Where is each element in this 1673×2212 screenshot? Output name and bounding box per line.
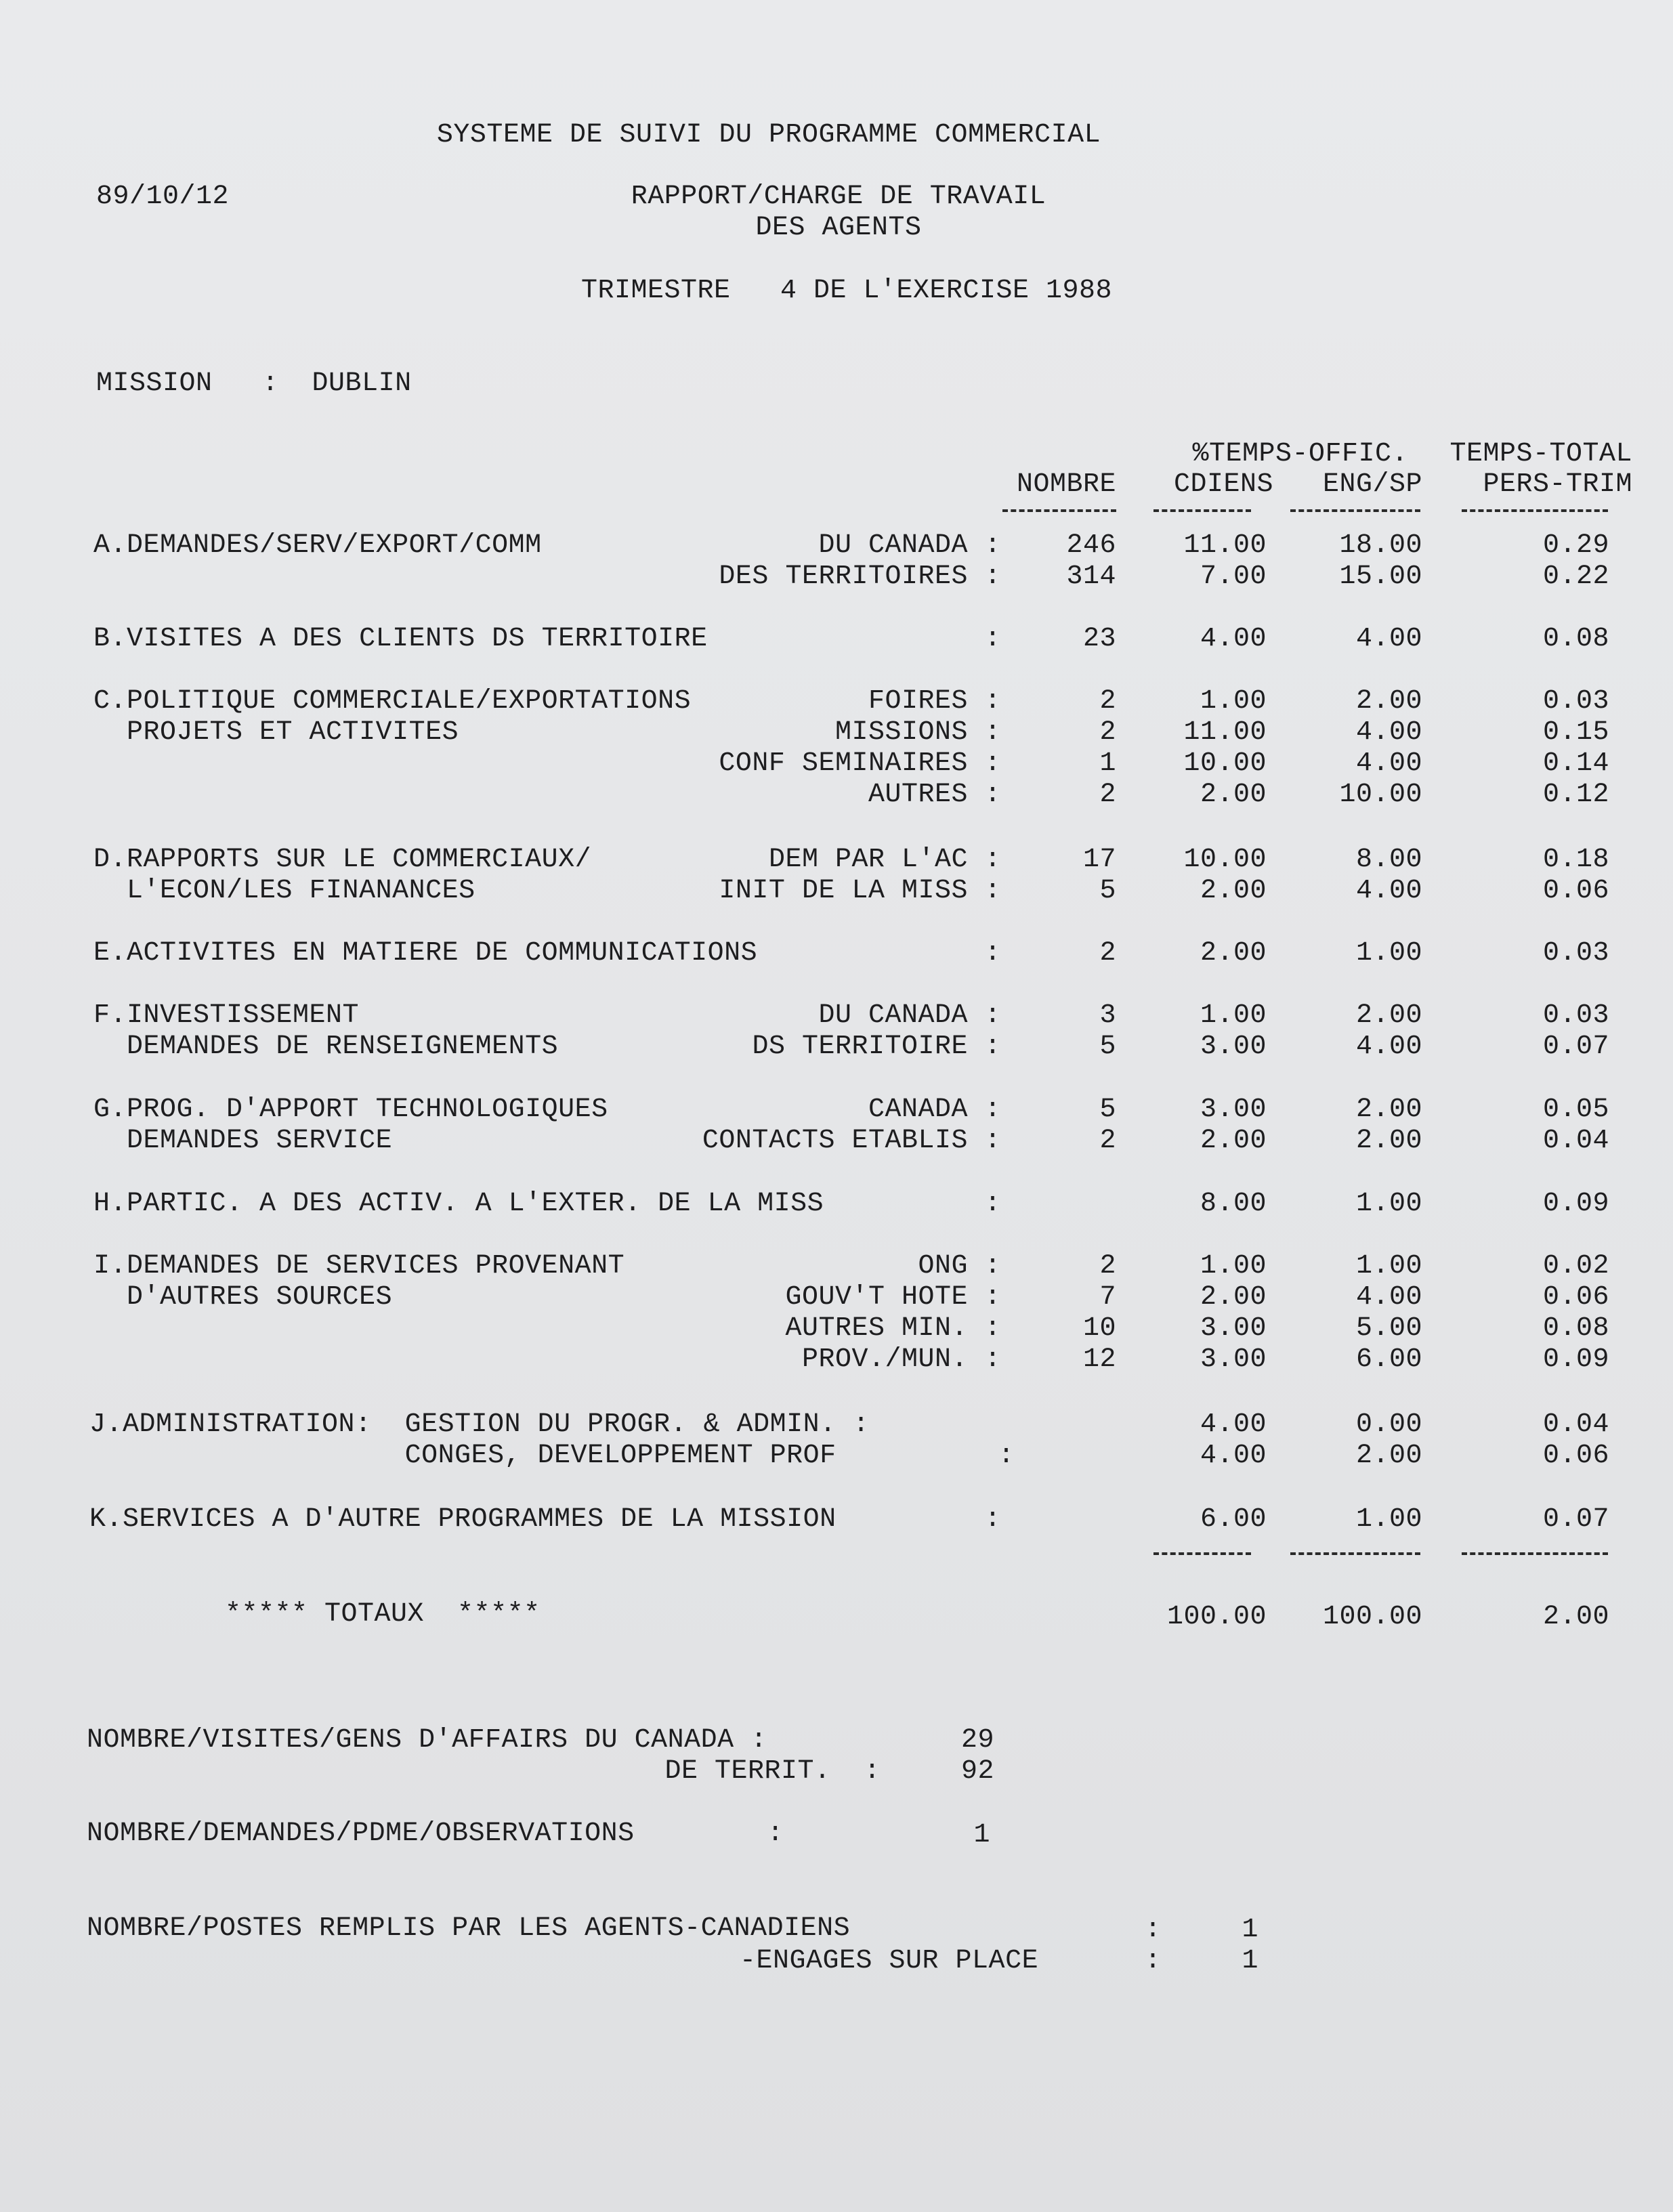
row-total: 0.05 <box>1542 1094 1609 1125</box>
row-nombre: 314 <box>1066 561 1116 592</box>
row-total: 0.08 <box>1542 1313 1609 1344</box>
row-total: 0.09 <box>1542 1344 1609 1375</box>
row-sublabel: GOUV'T HOTE : <box>785 1282 1001 1313</box>
row-label: C.POLITIQUE COMMERCIALE/EXPORTATIONS <box>93 686 692 717</box>
footer-demandes-label: NOMBRE/DEMANDES/PDME/OBSERVATIONS : <box>87 1818 784 1849</box>
row-nombre: 7 <box>1099 1282 1116 1313</box>
row-label: DEMANDES DE RENSEIGNEMENTS <box>93 1031 559 1062</box>
footer-engages-colon: : <box>1145 1946 1162 1976</box>
row-total: 0.02 <box>1542 1251 1609 1281</box>
totals-label: ***** TOTAUX ***** <box>225 1599 541 1630</box>
row-label: PROJETS ET ACTIVITES <box>93 717 459 748</box>
row-nombre: 5 <box>1099 1094 1116 1125</box>
row-engsp: 1.00 <box>1355 938 1422 969</box>
row-engsp: 2.00 <box>1355 1441 1422 1471</box>
row-cdiens: 3.00 <box>1200 1344 1267 1375</box>
row-engsp: 15.00 <box>1339 561 1422 592</box>
row-label: A.DEMANDES/SERV/EXPORT/COMM <box>93 530 542 561</box>
row-nombre: 17 <box>1082 845 1116 875</box>
row-sublabel: AUTRES : <box>868 780 1001 810</box>
row-engsp: 6.00 <box>1355 1344 1422 1375</box>
row-label: G.PROG. D'APPORT TECHNOLOGIQUES <box>93 1094 608 1125</box>
row-total: 0.03 <box>1542 1000 1609 1031</box>
row-sublabel: DS TERRITOIRE : <box>752 1031 1001 1062</box>
report-title-line-1: RAPPORT/CHARGE DE TRAVAIL <box>631 182 1046 212</box>
row-cdiens: 1.00 <box>1200 686 1267 717</box>
row-cdiens: 11.00 <box>1183 717 1267 748</box>
row-nombre: 2 <box>1099 717 1116 748</box>
row-engsp: 10.00 <box>1339 780 1422 810</box>
row-label: L'ECON/LES FINANANCES <box>93 876 475 906</box>
row-total: 0.03 <box>1542 938 1609 969</box>
row-engsp: 1.00 <box>1355 1251 1422 1281</box>
column-header-cdiens: CDIENS <box>1173 469 1273 500</box>
row-label: D.RAPPORTS SUR LE COMMERCIAUX/ <box>93 845 592 875</box>
column-header-temps-total: TEMPS-TOTAL <box>1449 439 1632 469</box>
totals-separator-engsp <box>1290 1552 1420 1555</box>
row-engsp: 4.00 <box>1355 748 1422 779</box>
column-header-pers-trim: PERS-TRIM <box>1483 469 1632 500</box>
row-label: I.DEMANDES DE SERVICES PROVENANT <box>93 1251 625 1281</box>
row-sublabel: DEM PAR L'AC : <box>768 845 1001 875</box>
row-cdiens: 2.00 <box>1200 876 1267 906</box>
row-total: 0.14 <box>1542 748 1609 779</box>
row-total: 0.07 <box>1542 1031 1609 1062</box>
row-cdiens: 2.00 <box>1200 938 1267 969</box>
row-total: 0.06 <box>1542 1441 1609 1471</box>
row-nombre: 1 <box>1099 748 1116 779</box>
report-title-line-2: DES AGENTS <box>755 213 922 243</box>
row-engsp: 8.00 <box>1355 845 1422 875</box>
row-total: 0.29 <box>1542 530 1609 561</box>
footer-visites-territ-label: DE TERRIT. : <box>664 1756 881 1787</box>
header-separator-cdiens <box>1153 509 1251 512</box>
column-header-nombre: NOMBRE <box>1016 469 1116 500</box>
row-engsp: 2.00 <box>1355 686 1422 717</box>
footer-visites-canada: 29 <box>960 1725 994 1756</box>
footer-engages: 1 <box>1242 1946 1258 1976</box>
row-total: 0.18 <box>1542 845 1609 875</box>
row-engsp: 2.00 <box>1355 1094 1422 1125</box>
row-engsp: 4.00 <box>1355 876 1422 906</box>
totals-separator-cdiens <box>1153 1552 1251 1555</box>
column-header-engsp: ENG/SP <box>1322 469 1422 500</box>
row-label: H.PARTIC. A DES ACTIV. A L'EXTER. DE LA MISS <box>93 1189 824 1219</box>
row-cdiens: 2.00 <box>1200 1126 1267 1156</box>
row-cdiens: 10.00 <box>1183 748 1267 779</box>
row-sublabel: : <box>984 1504 1001 1535</box>
row-sublabel: DES TERRITOIRES : <box>719 561 1001 592</box>
row-sublabel: ONG : <box>918 1251 1001 1281</box>
row-cdiens: 3.00 <box>1200 1031 1267 1062</box>
row-engsp: 4.00 <box>1355 1031 1422 1062</box>
row-nombre: 5 <box>1099 876 1116 906</box>
row-cdiens: 1.00 <box>1200 1251 1267 1281</box>
totals-separator-pers-trim <box>1462 1552 1608 1555</box>
row-sublabel: DU CANADA : <box>818 1000 1001 1031</box>
row-sublabel: DU CANADA : <box>818 530 1001 561</box>
row-label: DEMANDES SERVICE <box>93 1126 393 1156</box>
row-total: 0.07 <box>1542 1504 1609 1535</box>
row-engsp: 2.00 <box>1355 1000 1422 1031</box>
row-nombre: 2 <box>1099 686 1116 717</box>
mission-label: MISSION : DUBLIN <box>96 368 412 399</box>
row-engsp: 4.00 <box>1355 1282 1422 1313</box>
row-sublabel: INIT DE LA MISS : <box>719 876 1001 906</box>
row-cdiens: 4.00 <box>1200 1409 1267 1440</box>
row-cdiens: 2.00 <box>1200 780 1267 810</box>
footer-demandes: 1 <box>973 1820 990 1850</box>
row-nombre: 2 <box>1099 1126 1116 1156</box>
row-cdiens: 8.00 <box>1200 1189 1267 1219</box>
row-sublabel: FOIRES : <box>868 686 1001 717</box>
row-label: D'AUTRES SOURCES <box>93 1282 393 1313</box>
row-nombre: 10 <box>1082 1313 1116 1344</box>
row-sublabel: AUTRES MIN. : <box>785 1313 1001 1344</box>
row-nombre: 23 <box>1082 624 1116 654</box>
row-label: CONGES, DEVELOPPEMENT PROF <box>89 1441 836 1471</box>
row-total: 0.08 <box>1542 624 1609 654</box>
footer-postes-label: NOMBRE/POSTES REMPLIS PAR LES AGENTS-CANADIENS <box>87 1913 851 1944</box>
row-cdiens: 7.00 <box>1200 561 1267 592</box>
footer-postes-canadiens: 1 <box>1242 1915 1258 1945</box>
row-total: 0.03 <box>1542 686 1609 717</box>
row-engsp: 4.00 <box>1355 717 1422 748</box>
row-cdiens: 3.00 <box>1200 1313 1267 1344</box>
report-date: 89/10/12 <box>96 182 230 212</box>
header-separator-nombre <box>1002 509 1116 512</box>
row-sublabel: : <box>998 1441 1015 1471</box>
totals-cdiens: 100.00 <box>1166 1602 1267 1632</box>
header-separator-engsp <box>1290 509 1420 512</box>
row-total: 0.06 <box>1542 1282 1609 1313</box>
row-nombre: 246 <box>1066 530 1116 561</box>
row-sublabel: MISSIONS : <box>834 717 1001 748</box>
row-total: 0.06 <box>1542 876 1609 906</box>
row-total: 0.09 <box>1542 1189 1609 1219</box>
row-label: E.ACTIVITES EN MATIERE DE COMMUNICATIONS <box>93 938 758 969</box>
row-engsp: 4.00 <box>1355 624 1422 654</box>
row-total: 0.15 <box>1542 717 1609 748</box>
row-sublabel: : <box>984 938 1001 969</box>
row-label: J.ADMINISTRATION: GESTION DU PROGR. & ADMIN. : <box>89 1409 870 1440</box>
row-engsp: 5.00 <box>1355 1313 1422 1344</box>
row-cdiens: 3.00 <box>1200 1094 1267 1125</box>
row-nombre: 2 <box>1099 1251 1116 1281</box>
row-sublabel: CANADA : <box>868 1094 1001 1125</box>
row-cdiens: 4.00 <box>1200 624 1267 654</box>
row-total: 0.12 <box>1542 780 1609 810</box>
totals-pers-trim: 2.00 <box>1542 1602 1609 1632</box>
row-cdiens: 1.00 <box>1200 1000 1267 1031</box>
row-sublabel: : <box>984 1189 1001 1219</box>
column-header-temps-offic: %TEMPS-OFFIC. <box>1192 439 1408 469</box>
row-nombre: 3 <box>1099 1000 1116 1031</box>
row-cdiens: 2.00 <box>1200 1282 1267 1313</box>
header-separator-pers-trim <box>1462 509 1608 512</box>
row-engsp: 1.00 <box>1355 1504 1422 1535</box>
row-sublabel: CONF SEMINAIRES : <box>719 748 1001 779</box>
footer-engages-label: -ENGAGES SUR PLACE <box>740 1946 1039 1976</box>
footer-postes-colon: : <box>1145 1915 1162 1945</box>
system-title: SYSTEME DE SUIVI DU PROGRAMME COMMERCIAL <box>436 120 1101 150</box>
row-cdiens: 11.00 <box>1183 530 1267 561</box>
row-total: 0.04 <box>1542 1409 1609 1440</box>
row-sublabel: PROV./MUN. : <box>801 1344 1001 1375</box>
row-cdiens: 10.00 <box>1183 845 1267 875</box>
row-engsp: 1.00 <box>1355 1189 1422 1219</box>
row-nombre: 2 <box>1099 938 1116 969</box>
row-total: 0.22 <box>1542 561 1609 592</box>
row-nombre: 12 <box>1082 1344 1116 1375</box>
row-label: B.VISITES A DES CLIENTS DS TERRITOIRE <box>93 624 708 654</box>
row-nombre: 2 <box>1099 780 1116 810</box>
row-cdiens: 6.00 <box>1200 1504 1267 1535</box>
row-total: 0.04 <box>1542 1126 1609 1156</box>
row-label: F.INVESTISSEMENT <box>93 1000 360 1031</box>
footer-visites-label: NOMBRE/VISITES/GENS D'AFFAIRS DU CANADA : <box>87 1725 767 1756</box>
footer-visites-territ: 92 <box>960 1756 994 1787</box>
row-engsp: 2.00 <box>1355 1126 1422 1156</box>
totals-engsp: 100.00 <box>1322 1602 1422 1632</box>
row-sublabel: : <box>984 624 1001 654</box>
row-nombre: 5 <box>1099 1031 1116 1062</box>
trimestre-heading: TRIMESTRE 4 DE L'EXERCISE 1988 <box>580 276 1113 306</box>
row-engsp: 0.00 <box>1355 1409 1422 1440</box>
row-cdiens: 4.00 <box>1200 1441 1267 1471</box>
row-label: K.SERVICES A D'AUTRE PROGRAMMES DE LA MISSION <box>89 1504 836 1535</box>
row-engsp: 18.00 <box>1339 530 1422 561</box>
row-sublabel: CONTACTS ETABLIS : <box>702 1126 1001 1156</box>
